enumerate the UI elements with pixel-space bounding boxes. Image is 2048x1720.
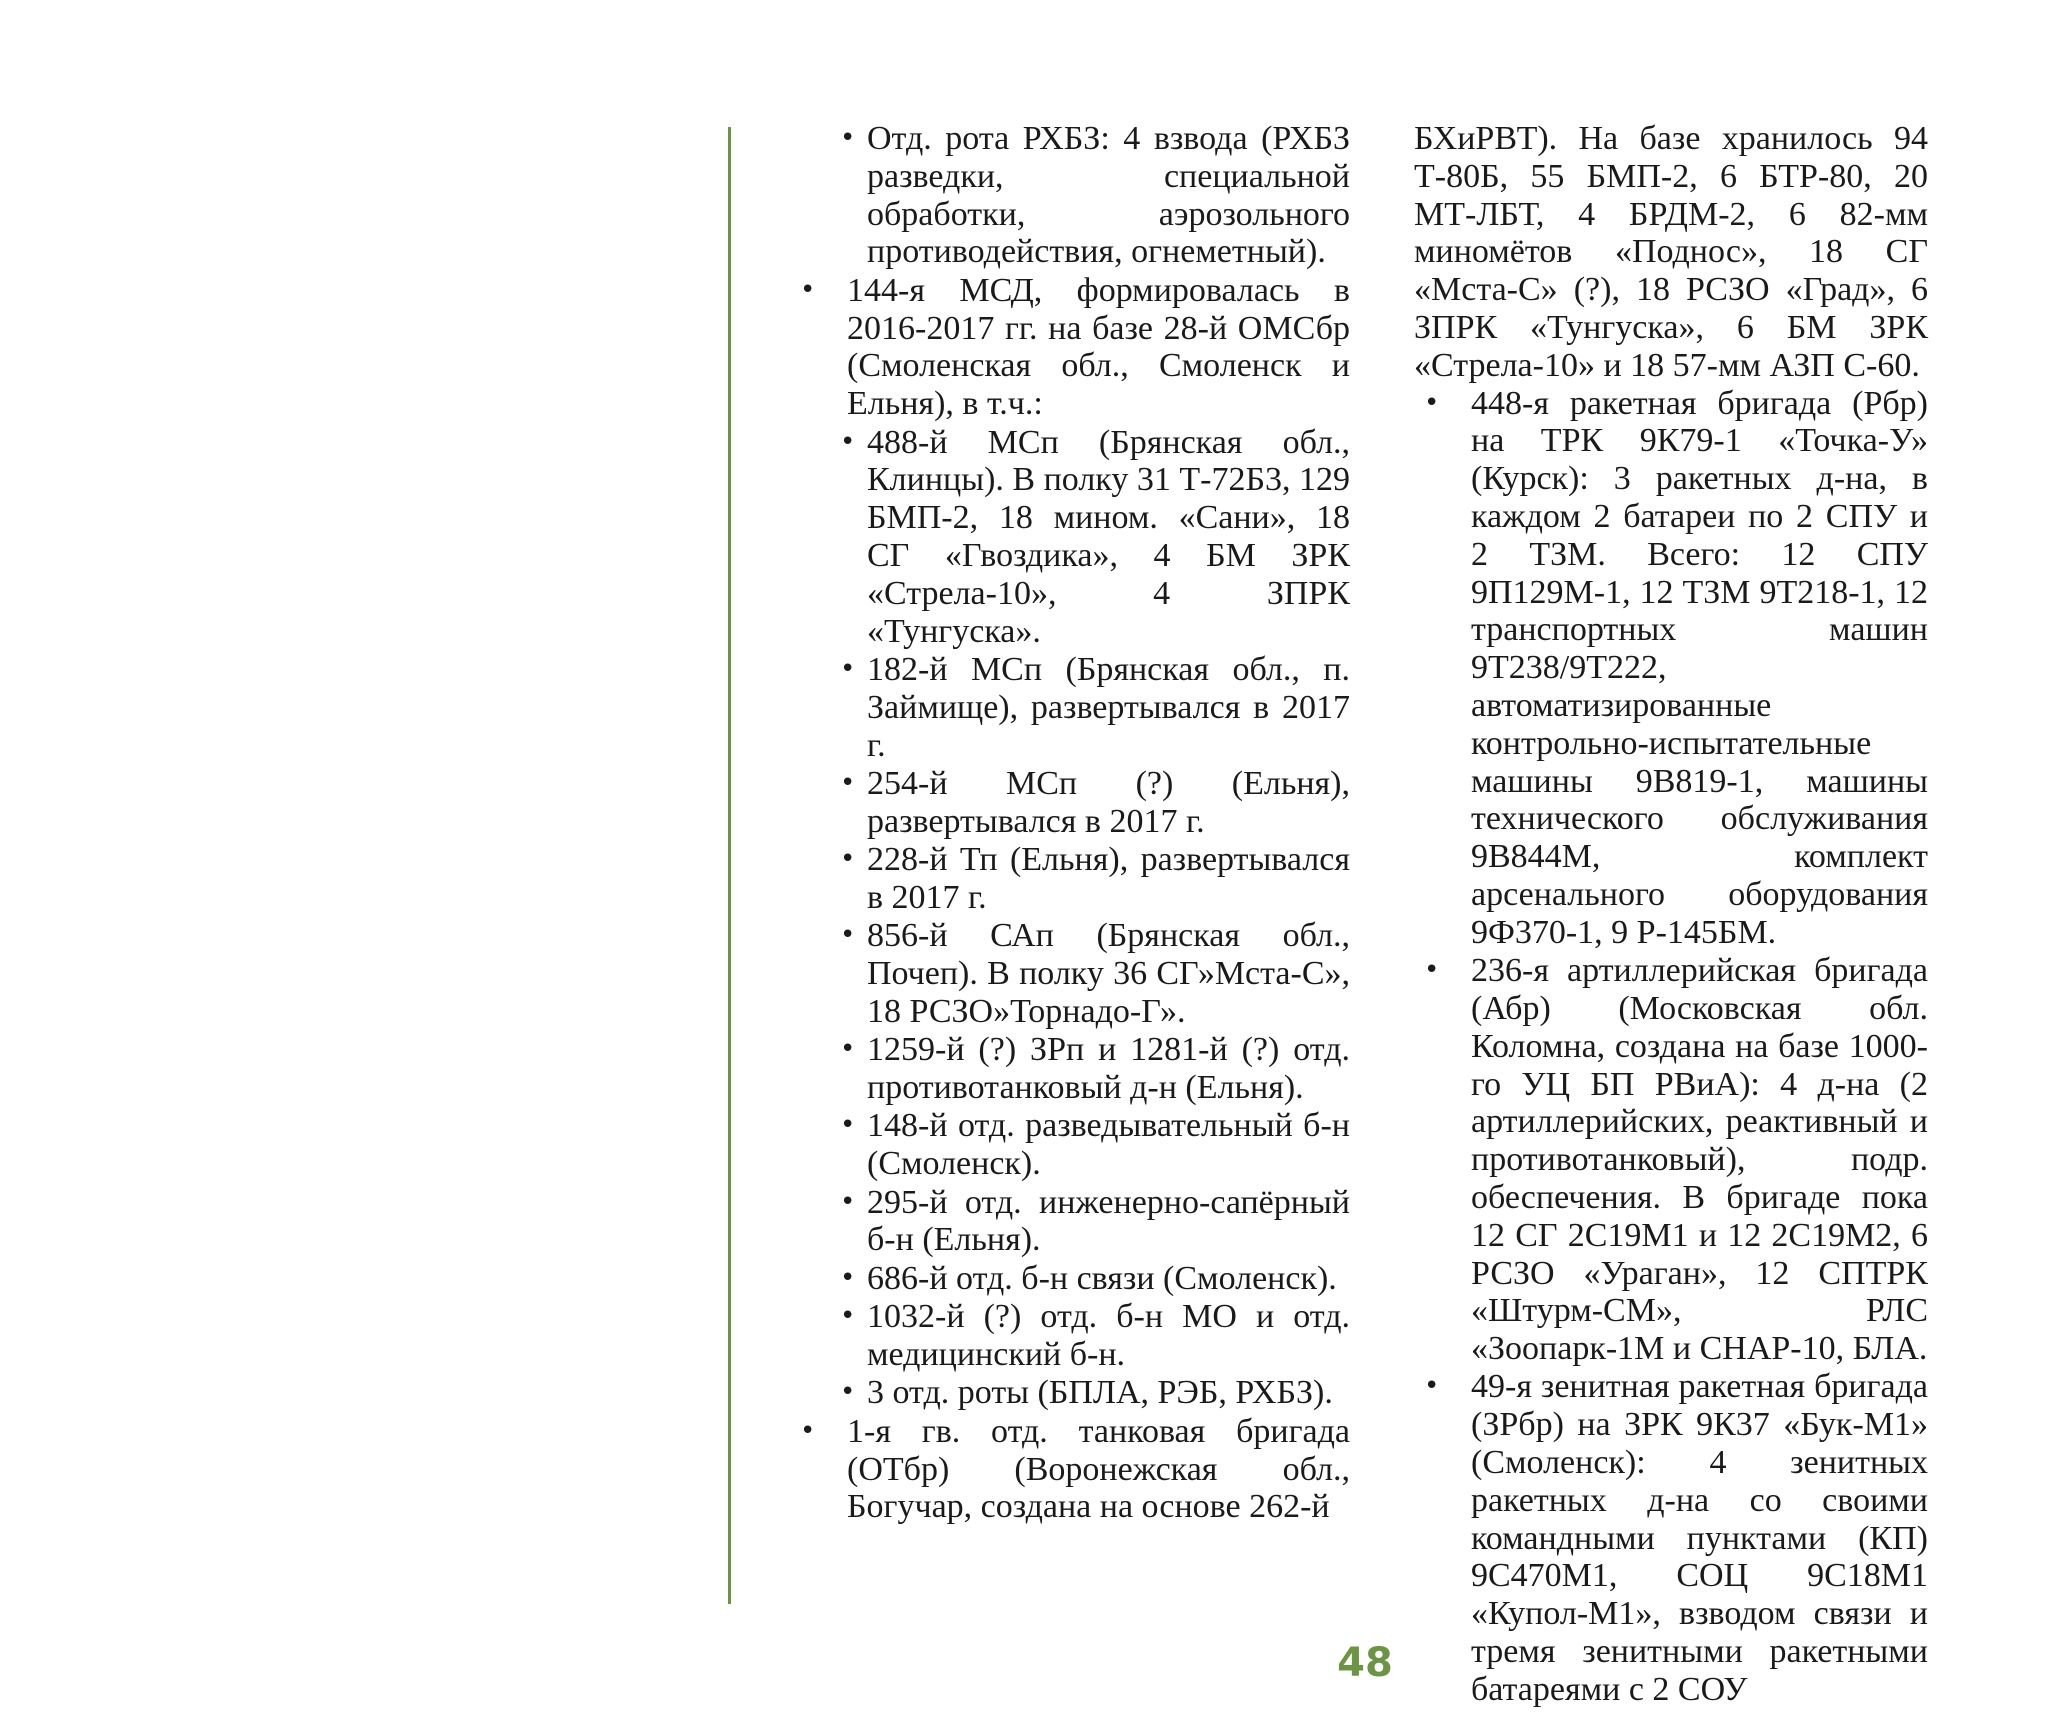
list-item <box>790 1031 1350 1107</box>
list-item-text: 295-й отд. инженерно-сапёрный б-н (Ельня). <box>867 1183 1350 1259</box>
list-item <box>790 1107 1350 1183</box>
list-item <box>790 120 1350 271</box>
right-column <box>1414 120 1928 1709</box>
list-item-text: 1032-й (?) отд. б-н МО и отд. медицинский б-н. <box>867 1298 1350 1374</box>
bullet-icon: • <box>840 1034 856 1065</box>
list-item-text: 488-й МСп (Брянская обл., Клинцы). В полку 31 Т-72Б3, 129 БМП-2, 18 мином. «Сани», 18 СГ «Гвоздика», 4 БМ ЗРК «Стрела-10», 4 ЗПРК «Тунгуска». <box>867 423 1350 650</box>
margin-rule <box>728 127 731 1604</box>
bullet-icon: • <box>840 426 856 457</box>
bullet-icon: • <box>840 1186 856 1217</box>
list-item-text: 1-я гв. отд. танковая бригада (ОТбр) (Воронежская обл., Богучар, создана на основе 262-й <box>847 1412 1350 1526</box>
list-item <box>790 841 1350 917</box>
page-number: 48 <box>1337 1640 1393 1686</box>
list-item <box>790 1184 1350 1260</box>
list-item-text: 3 отд. роты (БПЛА, РЭБ, РХБЗ). <box>867 1374 1333 1412</box>
list-item-text: 144-я МСД, формировалась в 2016-2017 гг. на базе 28-й ОМСбр (Смоленская обл., Смоленск и Ельня), в т.ч.: <box>847 271 1350 423</box>
bullet-icon: • <box>840 1110 856 1141</box>
bullet-icon: • <box>840 1301 856 1332</box>
bullet-icon: • <box>800 274 816 305</box>
bullet-icon: • <box>840 1377 856 1408</box>
list-item <box>1414 952 1928 1368</box>
list-item <box>790 917 1350 1030</box>
list-item <box>790 765 1350 841</box>
continued-paragraph: БХиРВТ). На базе хранилось 94 Т-80Б, 55 БМП-2, 6 БТР-80, 20 МТ-ЛБТ, 4 БРДМ-2, 6 82-мм миномётов «Поднос», 18 СГ «Мста-С» (?), 18 РСЗО «Град», 6 ЗПРК «Тунгуска», 6 БМ ЗРК «Стрела-10» и 18 57-мм АЗП С-60. <box>1414 120 1928 384</box>
bullet-icon: • <box>1424 955 1440 986</box>
bullet-icon: • <box>840 767 856 798</box>
list-item-text: 686-й отд. б-н связи (Смоленск). <box>867 1259 1337 1297</box>
list-item <box>790 1413 1350 1526</box>
bullet-icon: • <box>840 844 856 875</box>
list-item <box>790 424 1350 651</box>
list-item-text: 49-я зенитная ракетная бригада (ЗРбр) на ЗРК 9К37 «Бук-М1» (Смоленск): 4 зенитных ракетных д-на со своими командными пунктами (КП) 9С470М1, СОЦ 9С18М1 «Купол-М1», взводом связи и тремя зенитными ракетными батареями с 2 СОУ <box>1471 1368 1928 1708</box>
left-column <box>790 120 1350 1527</box>
list-item-text: 182-й МСп (Брянская обл., п. Займище), развертывался в 2017 г. <box>867 650 1350 764</box>
list-item-text: 228-й Тп (Ельня), развертывался в 2017 г. <box>867 841 1350 916</box>
list-item-text: Отд. рота РХБЗ: 4 взвода (РХБЗ разведки, специальной обработки, аэрозольного противодействия, огнеметный). <box>867 120 1350 271</box>
list-item <box>790 651 1350 764</box>
list-item <box>790 272 1350 423</box>
list-item <box>790 1374 1350 1412</box>
bullet-icon: • <box>840 1262 856 1293</box>
bullet-icon: • <box>840 653 856 684</box>
bullet-icon: • <box>800 1415 816 1446</box>
bullet-icon: • <box>1424 387 1440 418</box>
list-item-text: 856-й САп (Брянская обл., Почеп). В полку 36 СГ»Мста-С», 18 РСЗО»Торнадо-Г». <box>867 917 1350 1030</box>
list-item-text: 254-й МСп (?) (Ельня), развертывался в 2017 г. <box>867 764 1350 840</box>
list-item-text: 236-я артиллерийская бригада (Абр) (Московская обл. Коломна, создана на базе 1000-го УЦ БП РВиА): 4 д-на (2 артиллерийских, реактивный и противотанковый), подр. обеспечения. В бригаде пока 12 СГ 2С19М1 и 12 2С19М2, 6 РСЗО «Ураган», 12 СПТРК «Штурм-СМ», РЛС «Зоопарк-1М и СНАР-10, БЛА. <box>1471 952 1928 1368</box>
list-item-text: 1259-й (?) ЗРп и 1281-й (?) отд. противотанковый д-н (Ельня). <box>867 1031 1350 1107</box>
bullet-icon: • <box>840 123 856 153</box>
list-item <box>790 1298 1350 1374</box>
bullet-icon: • <box>840 920 856 951</box>
list-item-text: 148-й отд. разведывательный б-н (Смоленск). <box>867 1107 1350 1183</box>
list-item <box>1414 385 1928 952</box>
list-item-text: 448-я ракетная бригада (Рбр) на ТРК 9К79-1 «Точка-У» (Курск): 3 ракетных д-на, в каждом 2 батареи по 2 СПУ и 2 ТЗМ. Всего: 12 СПУ 9П129М-1, 12 ТЗМ 9Т218-1, 12 транспортных машин 9Т238/9Т222, автоматизированные контрольно-испытательные машины 9В819-1, машины технического обслуживания 9В844М, комплект арсенального оборудования 9Ф370-1, 9 Р-145БМ. <box>1471 384 1928 951</box>
list-item <box>790 1260 1350 1298</box>
bullet-icon: • <box>1424 1371 1440 1402</box>
